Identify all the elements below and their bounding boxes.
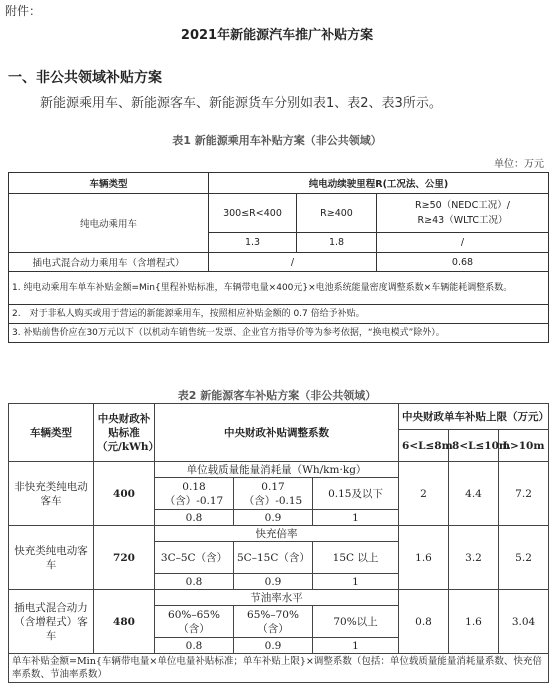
table2-row-limit3: 7.2 <box>499 462 549 526</box>
table2-row-cond2: 0.17（含）-0.15 <box>234 478 313 510</box>
table2-row-factor3: 1 <box>313 510 399 526</box>
table2-row-factor1: 0.8 <box>155 638 234 654</box>
table2-row-type: 插电式混合动力（含增程式）客车 <box>9 590 94 654</box>
table2-bus-subsidy <box>8 403 549 683</box>
table1-header-range: 纯电动续驶里程R(工况法、公里) <box>209 173 549 194</box>
table2-row-factor1: 0.8 <box>155 510 234 526</box>
table2-length-1: 6<L≤8m <box>399 430 449 462</box>
section-description: 新能源乘用车、新能源客车、新能源货车分别如表1、表2、表3所示。 <box>40 96 442 111</box>
table2-row-factor2: 0.9 <box>234 574 313 590</box>
attachment-label: 附件： <box>5 4 42 18</box>
table1-header-type: 车辆类型 <box>9 173 209 194</box>
table2-header-standard: 中央财政补贴标准（元/kWh） <box>94 404 155 462</box>
table2-row-cond3: 70%以上 <box>313 606 399 638</box>
table2-row-type: 快充类纯电动客车 <box>9 526 94 590</box>
table1-bev-val2: 1.8 <box>297 233 377 253</box>
table1-range-col3 <box>377 194 549 233</box>
table2-row-factor2: 0.9 <box>234 638 313 654</box>
table2-header-type: 车辆类型 <box>9 404 94 462</box>
table2-length-2: 8<L≤10m <box>449 430 499 462</box>
table2-row-limit2: 4.4 <box>449 462 499 526</box>
table1-range-col3-line2: R≥43（WLTC工况） <box>417 215 508 226</box>
table2-header-limit: 中央财政单车补贴上限（万元） <box>399 404 549 430</box>
table1-note1: 1. 纯电动乘用车单车补贴金额=Min{里程补贴标准，车辆带电量×400元}×电池系统能量密度调整系数×车辆能耗调整系数。 <box>9 272 549 305</box>
table1-range-col1: 300≤R<400 <box>209 194 297 233</box>
table1-phev-label: 插电式混合动力乘用车（含增程式） <box>9 253 209 272</box>
table2-row-standard: 400 <box>94 462 155 526</box>
table2-row-standard: 720 <box>94 526 155 590</box>
table2-row-cond2: 65%–70%（含） <box>234 606 313 638</box>
table1-note2: 2. 对于非私人购买或用于营运的新能源乘用车，按照相应补贴金额的 0.7 倍给予补贴。 <box>9 305 549 324</box>
table2-row-cond3: 15C 以上 <box>313 542 399 574</box>
table2-row-metric: 快充倍率 <box>155 526 399 542</box>
table2-row-cond2: 5C–15C（含） <box>234 542 313 574</box>
table1-bev-label: 纯电动乘用车 <box>9 194 209 253</box>
table2-row-metric: 节油率水平 <box>155 590 399 606</box>
table2-row-factor2: 0.9 <box>234 510 313 526</box>
table2-header-coefficient: 中央财政补贴调整系数 <box>155 404 399 462</box>
table2-length-3: L>10m <box>499 430 549 462</box>
table2-row-limit2: 3.2 <box>449 526 499 590</box>
table2-row-limit1: 2 <box>399 462 449 526</box>
table2-row-factor1: 0.8 <box>155 574 234 590</box>
table1-note3: 3. 补贴前售价应在30万元以下（以机动车销售统一发票、企业官方指导价等为参考依据，“换电模式”除外）。 <box>9 324 549 343</box>
document-title: 2021年新能源汽车推广补贴方案 <box>180 28 374 43</box>
table2-row-limit3: 5.2 <box>499 526 549 590</box>
table2-row-cond3: 0.15及以下 <box>313 478 399 510</box>
table2-row-factor3: 1 <box>313 638 399 654</box>
table2-row-cond1: 3C–5C（含） <box>155 542 234 574</box>
table2-row-cond1: 0.18（含）-0.17 <box>155 478 234 510</box>
table2-note: 单车补贴金额=Min{车辆带电量×单位电量补贴标准；单车补贴上限}×调整系数（包括：单位载质量能量消耗量系数、快充倍率系数、节油率系数） <box>9 654 549 683</box>
table1-passenger-subsidy <box>8 172 549 343</box>
table2-row-limit1: 1.6 <box>399 526 449 590</box>
table2-row-metric: 单位载质量能量消耗量（Wh/km·kg） <box>155 462 399 478</box>
table2-row-type: 非快充类纯电动客车 <box>9 462 94 526</box>
table2-row-limit3: 3.04 <box>499 590 549 654</box>
table2-row-limit1: 0.8 <box>399 590 449 654</box>
table1-caption: 表1 新能源乘用车补贴方案（非公共领域） <box>172 134 382 147</box>
table1-phev-slash: / <box>209 253 377 272</box>
table1-bev-val3: / <box>377 233 549 253</box>
table2-row-standard: 480 <box>94 590 155 654</box>
table2-row-cond1: 60%–65%（含） <box>155 606 234 638</box>
table1-phev-val: 0.68 <box>377 253 549 272</box>
section-heading: 一、非公共领域补贴方案 <box>8 70 162 86</box>
table2-row-limit2: 1.6 <box>449 590 499 654</box>
table1-bev-val1: 1.3 <box>209 233 297 253</box>
table2-caption: 表2 新能源客车补贴方案（非公共领域） <box>177 389 377 402</box>
table1-unit: 单位：万元 <box>494 159 544 170</box>
table1-range-col3-line1: R≥50（NEDC工况）/ <box>415 200 510 211</box>
table1-range-col2: R≥400 <box>297 194 377 233</box>
table2-row-factor3: 1 <box>313 574 399 590</box>
